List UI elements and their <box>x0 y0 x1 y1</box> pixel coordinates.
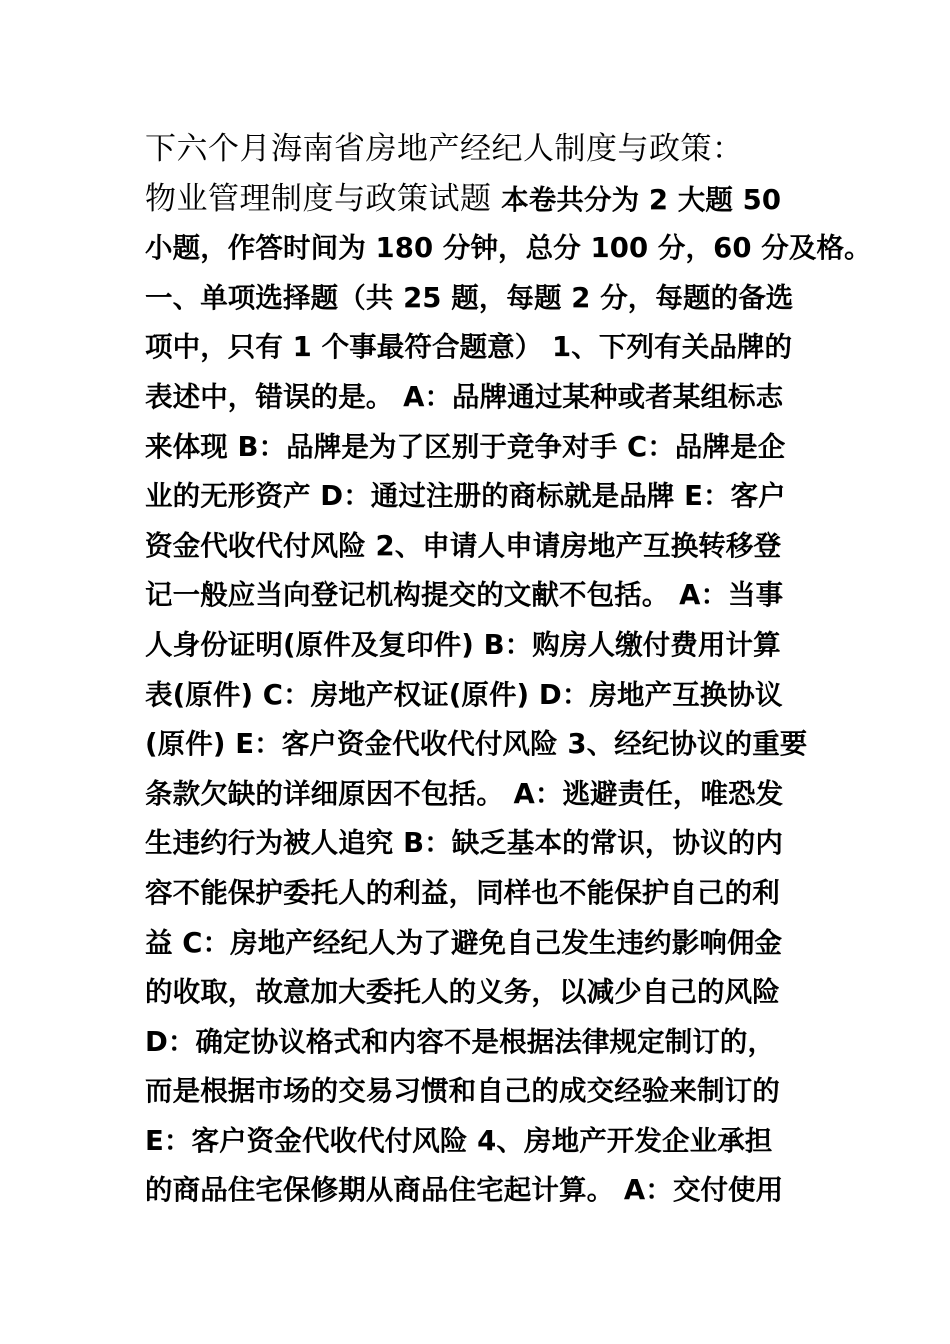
text-line: 而是根据市场的交易习惯和自己的成交经验来制订的 <box>145 1075 780 1108</box>
text-line: 的商品住宅保修期从商品住宅起计算。 A：交付使用 <box>145 1174 784 1207</box>
exam-info: 本卷共分为 2 大题 50 <box>491 183 782 216</box>
text-line: (原件) E：客户资金代收代付风险 3、经纪协议的重要 <box>145 728 808 761</box>
text-line: 业的无形资产 D：通过注册的商标就是品牌 E：客户 <box>145 480 786 513</box>
text-line: E：客户资金代收代付风险 4、房地产开发企业承担 <box>145 1124 773 1157</box>
text-line: 益 C：房地产经纪人为了避免自己发生违约影响佣金 <box>145 926 783 959</box>
text-line: 生违约行为被人追究 B：缺乏基本的常识，协议的内 <box>145 827 783 860</box>
text-line: 记一般应当向登记机构提交的文献不包括。 A：当事 <box>145 579 784 612</box>
text-line-2 <box>145 175 825 225</box>
text-line: 项中，只有 1 个事最符合题意） 1、下列有关品牌的 <box>145 331 793 364</box>
title-line-1: 下六个月海南省房地产经纪人制度与政策： <box>145 131 744 167</box>
document-body <box>145 125 872 1216</box>
text-line: 表述中，错误的是。 A：品牌通过某种或者某组标志 <box>145 380 784 413</box>
text-line: 表(原件) C：房地产权证(原件) D：房地产互换协议 <box>145 678 783 711</box>
text-line: 来体现 B：品牌是为了区别于竞争对手 C：品牌是企 <box>145 430 786 463</box>
text-line: 容不能保护委托人的利益，同样也不能保护自己的利 <box>145 876 780 909</box>
text-line: 资金代收代付风险 2、申请人申请房地产互换转移登 <box>145 529 782 562</box>
text-line: 一、单项选择题（共 25 题，每题 2 分，每题的备选 <box>145 281 794 314</box>
text-line: 小题，作答时间为 180 分钟，总分 100 分，60 分及格。 <box>145 232 872 265</box>
text-line: 条款欠缺的详细原因不包括。 A：逃避责任，唯恐发 <box>145 777 784 810</box>
text-line: 的收取，故意加大委托人的义务，以减少自己的风险 <box>145 976 780 1009</box>
text-line: 人身份证明(原件及复印件) B：购房人缴付费用计算 <box>145 628 781 661</box>
text-line: D：确定协议格式和内容不是根据法律规定制订的， <box>145 1025 776 1058</box>
title-line-2: 物业管理制度与政策试题 <box>145 180 492 217</box>
